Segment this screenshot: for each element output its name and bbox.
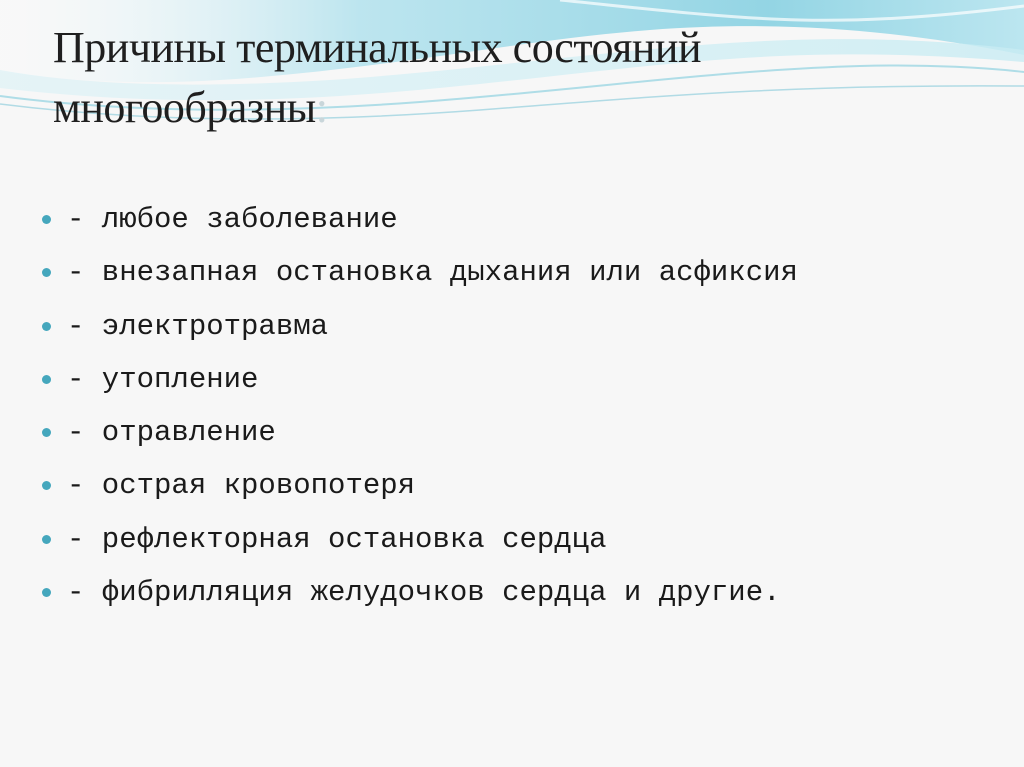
slide-title xyxy=(53,18,953,138)
bullet-dot-icon xyxy=(42,535,51,544)
list-item xyxy=(42,300,982,353)
list-item-text: - электротравма xyxy=(67,309,329,343)
list-item-text: - внезапная остановка дыхания или асфиксия xyxy=(67,256,798,290)
list-item xyxy=(42,246,982,299)
title-line-1: Причины терминальных состояний xyxy=(53,23,702,72)
list-item-text: - рефлекторная остановка сердца xyxy=(67,522,607,556)
bullet-dot-icon xyxy=(42,375,51,384)
list-item xyxy=(42,193,982,246)
list-item xyxy=(42,459,982,512)
list-item xyxy=(42,566,982,619)
title-line-2: многообразны xyxy=(53,83,316,132)
bullet-dot-icon xyxy=(42,588,51,597)
list-item-text: - отравление xyxy=(67,416,276,450)
list-item-text: - острая кровопотеря xyxy=(67,469,416,503)
list-item-text: - любое заболевание xyxy=(67,203,398,236)
list-item-text: - утопление xyxy=(67,362,259,396)
list-item-text: - фибрилляция желудочков сердца и другие. xyxy=(67,576,781,610)
title-colon: : xyxy=(315,83,328,132)
bullet-dot-icon xyxy=(42,481,51,490)
list-item xyxy=(42,353,982,406)
list-item xyxy=(42,406,982,459)
bullet-dot-icon xyxy=(42,428,51,437)
bullet-dot-icon xyxy=(42,322,51,331)
list-item xyxy=(42,513,982,566)
bullet-dot-icon xyxy=(42,268,51,277)
bullet-dot-icon xyxy=(42,215,51,224)
bullet-list xyxy=(42,193,982,619)
